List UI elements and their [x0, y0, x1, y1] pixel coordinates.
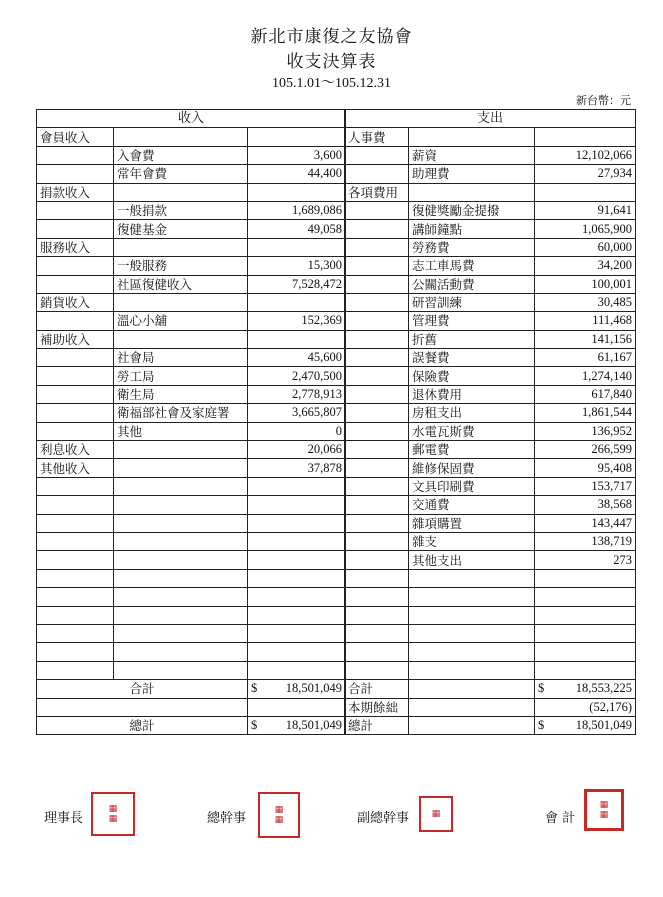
income-category-cell	[37, 477, 114, 495]
expense-category-cell	[345, 385, 409, 403]
income-amount-cell	[248, 661, 346, 679]
expense-category-cell	[345, 514, 409, 532]
income-item-cell: 一般捐款	[114, 201, 248, 219]
expense-item-cell: 管理費	[409, 312, 535, 330]
income-row	[37, 293, 346, 311]
expense-item-cell: 房租支出	[409, 404, 535, 422]
expense-category-cell	[345, 441, 409, 459]
expense-amount-cell: 138,719	[535, 532, 636, 550]
income-category-cell	[37, 422, 114, 440]
income-amount-cell: 20,066	[248, 441, 346, 459]
expense-category-cell	[345, 459, 409, 477]
expense-item-cell: 誤餐費	[409, 349, 535, 367]
income-item-cell	[114, 496, 248, 514]
expense-amount-cell: 136,952	[535, 422, 636, 440]
expense-category-cell	[345, 312, 409, 330]
income-item-cell	[114, 569, 248, 587]
income-category-cell	[37, 312, 114, 330]
income-category-cell: 捐款收入	[37, 183, 114, 201]
expense-amount-cell: 38,568	[535, 496, 636, 514]
expense-item-cell: 勞務費	[409, 238, 535, 256]
income-amount-cell	[248, 588, 346, 606]
expense-row	[345, 183, 636, 201]
income-empty-cell	[37, 698, 248, 716]
expense-row	[345, 349, 636, 367]
income-category-cell	[37, 643, 114, 661]
expense-item-cell: 公關活動費	[409, 275, 535, 293]
secretary-general-label: 總幹事	[207, 811, 247, 826]
income-item-cell	[114, 330, 248, 348]
income-row	[37, 441, 346, 459]
income-item-cell: 其他	[114, 422, 248, 440]
income-amount-cell	[248, 330, 346, 348]
expense-category-cell	[345, 496, 409, 514]
income-amount-cell	[248, 532, 346, 550]
expense-amount-cell: 153,717	[535, 477, 636, 495]
expense-row	[345, 569, 636, 587]
expense-row	[345, 330, 636, 348]
income-item-cell	[114, 477, 248, 495]
expense-row	[345, 220, 636, 238]
income-row	[37, 220, 346, 238]
expense-total-amount: 18,501,049	[575, 718, 632, 733]
expense-row	[345, 165, 636, 183]
expense-item-cell: 助理費	[409, 165, 535, 183]
income-row	[37, 275, 346, 293]
expense-row	[345, 146, 636, 164]
income-row	[37, 624, 346, 642]
income-amount-cell: 0	[248, 422, 346, 440]
income-row	[37, 422, 346, 440]
income-category-cell	[37, 367, 114, 385]
expense-item-cell	[409, 661, 535, 679]
expense-row	[345, 477, 636, 495]
expense-amount-cell: 143,447	[535, 514, 636, 532]
income-total-cell	[248, 716, 346, 734]
income-row	[37, 514, 346, 532]
expense-amount-cell: 1,065,900	[535, 220, 636, 238]
expense-row	[345, 404, 636, 422]
currency-note: 新台幣：元	[576, 94, 631, 107]
expense-row	[345, 201, 636, 219]
income-row	[37, 661, 346, 679]
income-item-cell: 常年會費	[114, 165, 248, 183]
income-item-cell	[114, 624, 248, 642]
income-amount-cell	[248, 624, 346, 642]
expense-category-cell	[345, 146, 409, 164]
expense-subtotal-amount: 18,553,225	[575, 681, 632, 696]
expense-amount-cell	[535, 643, 636, 661]
income-subtotal-cell	[248, 680, 346, 698]
expense-amount-cell	[535, 183, 636, 201]
expense-item-cell: 退休費用	[409, 385, 535, 403]
expense-empty-cell	[409, 698, 535, 716]
expense-category-cell	[345, 275, 409, 293]
expense-item-cell: 復健獎勵金提撥	[409, 201, 535, 219]
expense-balance-amount: (52,176)	[535, 698, 636, 716]
expense-subtotal-label: 合計	[345, 680, 409, 698]
chairman-seal-icon: ▦▦	[91, 792, 135, 836]
expense-item-cell: 雜支	[409, 532, 535, 550]
chairman-label: 理事長	[44, 811, 84, 826]
expense-item-cell	[409, 624, 535, 642]
income-row	[37, 201, 346, 219]
expense-row	[345, 385, 636, 403]
expense-category-cell	[345, 367, 409, 385]
expense-item-cell	[409, 128, 535, 146]
expense-subtotal-cell	[535, 680, 636, 698]
expense-category-cell	[345, 569, 409, 587]
income-item-cell	[114, 588, 248, 606]
income-amount-cell	[248, 293, 346, 311]
expense-amount-cell: 1,274,140	[535, 367, 636, 385]
expense-category-cell	[345, 349, 409, 367]
expense-item-cell	[409, 643, 535, 661]
income-item-cell	[114, 551, 248, 569]
income-empty-cell	[248, 698, 346, 716]
expense-total-label: 總計	[345, 716, 409, 734]
expense-item-cell: 薪資	[409, 146, 535, 164]
income-category-cell	[37, 201, 114, 219]
expense-item-cell	[409, 183, 535, 201]
deputy-secretary-seal-icon: ▦	[419, 796, 453, 832]
income-row	[37, 477, 346, 495]
expense-amount-cell	[535, 661, 636, 679]
income-category-cell	[37, 275, 114, 293]
expense-total-currency: $	[538, 718, 545, 733]
expense-item-cell: 研習訓練	[409, 293, 535, 311]
expense-category-cell	[345, 404, 409, 422]
income-amount-cell: 37,878	[248, 459, 346, 477]
income-row	[37, 606, 346, 624]
expense-category-cell	[345, 330, 409, 348]
income-amount-cell: 49,058	[248, 220, 346, 238]
income-amount-cell	[248, 514, 346, 532]
income-total-currency: $	[251, 718, 258, 733]
expense-item-cell	[409, 569, 535, 587]
income-category-cell	[37, 146, 114, 164]
expense-category-cell	[345, 257, 409, 275]
expense-total-cell	[535, 716, 636, 734]
expense-amount-cell: 111,468	[535, 312, 636, 330]
income-item-cell: 衛福部社會及家庭署	[114, 404, 248, 422]
income-subtotal-label: 合計	[37, 680, 248, 698]
expense-empty-cell	[409, 716, 535, 734]
expense-row	[345, 514, 636, 532]
income-total-label: 總計	[37, 716, 248, 734]
expense-row	[345, 257, 636, 275]
accountant-seal-icon: ▦▦	[584, 789, 624, 831]
expense-amount-cell: 91,641	[535, 201, 636, 219]
income-amount-cell	[248, 569, 346, 587]
income-category-cell: 服務收入	[37, 238, 114, 256]
income-amount-cell	[248, 606, 346, 624]
expense-row	[345, 238, 636, 256]
income-item-cell: 勞工局	[114, 367, 248, 385]
income-row	[37, 385, 346, 403]
expense-category-cell	[345, 606, 409, 624]
secretary-general-seal-icon: ▦▦	[258, 792, 300, 838]
expense-item-cell: 講師鐘點	[409, 220, 535, 238]
income-item-cell	[114, 128, 248, 146]
expense-category-cell	[345, 661, 409, 679]
expense-amount-cell: 617,840	[535, 385, 636, 403]
organization-name: 新北市康復之友協會	[250, 27, 413, 47]
expense-amount-cell: 30,485	[535, 293, 636, 311]
expense-amount-cell	[535, 588, 636, 606]
income-category-cell	[37, 514, 114, 532]
income-row	[37, 459, 346, 477]
expense-item-cell: 郵電費	[409, 441, 535, 459]
income-item-cell	[114, 183, 248, 201]
expense-item-cell: 保險費	[409, 367, 535, 385]
income-category-cell: 補助收入	[37, 330, 114, 348]
expense-row	[345, 275, 636, 293]
expense-empty-cell	[409, 680, 535, 698]
expense-item-cell: 其他支出	[409, 551, 535, 569]
expense-item-cell	[409, 588, 535, 606]
income-row	[37, 643, 346, 661]
income-row	[37, 257, 346, 275]
income-amount-cell: 15,300	[248, 257, 346, 275]
income-category-cell	[37, 496, 114, 514]
expense-amount-cell: 100,001	[535, 275, 636, 293]
expense-category-cell: 人事費	[345, 128, 409, 146]
income-amount-cell: 3,600	[248, 146, 346, 164]
expense-amount-cell: 273	[535, 551, 636, 569]
income-category-cell	[37, 404, 114, 422]
expense-category-cell	[345, 643, 409, 661]
expense-item-cell: 水電瓦斯費	[409, 422, 535, 440]
expense-amount-cell: 27,934	[535, 165, 636, 183]
expense-item-cell: 志工車馬費	[409, 257, 535, 275]
expense-amount-cell: 61,167	[535, 349, 636, 367]
expense-category-cell	[345, 165, 409, 183]
expense-amount-cell	[535, 624, 636, 642]
income-category-cell: 其他收入	[37, 459, 114, 477]
income-row	[37, 165, 346, 183]
income-item-cell: 復健基金	[114, 220, 248, 238]
income-category-cell: 銷貨收入	[37, 293, 114, 311]
expense-row	[345, 312, 636, 330]
income-item-cell	[114, 514, 248, 532]
expense-row	[345, 422, 636, 440]
expense-row	[345, 367, 636, 385]
expense-amount-cell: 34,200	[535, 257, 636, 275]
income-amount-cell: 44,400	[248, 165, 346, 183]
expense-amount-cell: 95,408	[535, 459, 636, 477]
income-item-cell	[114, 238, 248, 256]
document-title: 收支決算表	[286, 52, 377, 72]
income-category-cell	[37, 220, 114, 238]
expense-category-cell	[345, 551, 409, 569]
income-row	[37, 312, 346, 330]
income-category-cell	[37, 569, 114, 587]
income-item-cell: 社會局	[114, 349, 248, 367]
income-amount-cell	[248, 551, 346, 569]
income-amount-cell: 1,689,086	[248, 201, 346, 219]
expense-item-cell: 交通費	[409, 496, 535, 514]
income-item-cell	[114, 532, 248, 550]
income-category-cell	[37, 588, 114, 606]
income-subtotal-amount: 18,501,049	[285, 681, 342, 696]
income-amount-cell	[248, 128, 346, 146]
expense-row	[345, 532, 636, 550]
income-heading: 收入	[37, 110, 346, 128]
income-item-cell	[114, 643, 248, 661]
income-category-cell	[37, 661, 114, 679]
income-amount-cell	[248, 496, 346, 514]
income-table	[36, 109, 346, 735]
income-item-cell: 溫心小舖	[114, 312, 248, 330]
expense-amount-cell: 1,861,544	[535, 404, 636, 422]
expense-category-cell	[345, 532, 409, 550]
income-row	[37, 238, 346, 256]
expense-row	[345, 624, 636, 642]
income-item-cell	[114, 459, 248, 477]
income-amount-cell	[248, 183, 346, 201]
expense-row	[345, 588, 636, 606]
expense-row	[345, 441, 636, 459]
income-amount-cell: 2,778,913	[248, 385, 346, 403]
income-category-cell: 會員收入	[37, 128, 114, 146]
expense-amount-cell: 266,599	[535, 441, 636, 459]
expense-row	[345, 293, 636, 311]
expense-row	[345, 459, 636, 477]
expense-category-cell	[345, 220, 409, 238]
expense-category-cell	[345, 293, 409, 311]
fiscal-period: 105.1.01～105.12.31	[272, 76, 391, 91]
expense-amount-cell	[535, 606, 636, 624]
expense-item-cell: 文具印刷費	[409, 477, 535, 495]
income-category-cell	[37, 165, 114, 183]
income-amount-cell: 45,600	[248, 349, 346, 367]
expense-row	[345, 496, 636, 514]
income-category-cell	[37, 532, 114, 550]
expense-row	[345, 643, 636, 661]
expense-row	[345, 606, 636, 624]
income-subtotal-currency: $	[251, 681, 258, 696]
income-category-cell	[37, 349, 114, 367]
income-category-cell	[37, 606, 114, 624]
income-item-cell	[114, 441, 248, 459]
income-amount-cell	[248, 238, 346, 256]
income-category-cell	[37, 624, 114, 642]
income-amount-cell	[248, 643, 346, 661]
deputy-secretary-label: 副總幹事	[357, 811, 410, 826]
income-item-cell: 社區復健收入	[114, 275, 248, 293]
expense-category-cell	[345, 588, 409, 606]
income-amount-cell: 7,528,472	[248, 275, 346, 293]
income-item-cell	[114, 293, 248, 311]
income-category-cell	[37, 551, 114, 569]
income-amount-cell	[248, 477, 346, 495]
income-item-cell	[114, 606, 248, 624]
expense-subtotal-currency: $	[538, 681, 545, 696]
income-row	[37, 367, 346, 385]
income-total-amount: 18,501,049	[285, 718, 342, 733]
expense-item-cell: 維修保固費	[409, 459, 535, 477]
income-row	[37, 569, 346, 587]
income-item-cell: 入會費	[114, 146, 248, 164]
income-row	[37, 588, 346, 606]
expense-category-cell: 各項費用	[345, 183, 409, 201]
expense-category-cell	[345, 624, 409, 642]
expense-item-cell: 雜項購置	[409, 514, 535, 532]
expense-amount-cell: 141,156	[535, 330, 636, 348]
income-item-cell: 一般服務	[114, 257, 248, 275]
income-category-cell	[37, 257, 114, 275]
income-row	[37, 349, 346, 367]
income-row	[37, 532, 346, 550]
expense-amount-cell	[535, 569, 636, 587]
income-item-cell: 衛生局	[114, 385, 248, 403]
income-row	[37, 551, 346, 569]
expense-amount-cell: 60,000	[535, 238, 636, 256]
expense-item-cell: 折舊	[409, 330, 535, 348]
expense-amount-cell: 12,102,066	[535, 146, 636, 164]
income-category-cell: 利息收入	[37, 441, 114, 459]
expense-category-cell	[345, 238, 409, 256]
income-row	[37, 183, 346, 201]
expense-category-cell	[345, 201, 409, 219]
income-amount-cell: 3,665,807	[248, 404, 346, 422]
expense-category-cell	[345, 477, 409, 495]
income-row	[37, 496, 346, 514]
expense-amount-cell	[535, 128, 636, 146]
expense-balance-label: 本期餘絀	[345, 698, 409, 716]
expense-item-cell	[409, 606, 535, 624]
accountant-label: 會 計	[545, 811, 576, 826]
expense-row	[345, 661, 636, 679]
expense-category-cell	[345, 422, 409, 440]
income-amount-cell: 152,369	[248, 312, 346, 330]
expense-table	[344, 109, 636, 735]
income-row	[37, 146, 346, 164]
income-row	[37, 404, 346, 422]
income-amount-cell: 2,470,500	[248, 367, 346, 385]
income-item-cell	[114, 661, 248, 679]
income-row	[37, 128, 346, 146]
expense-row	[345, 128, 636, 146]
expense-heading: 支出	[345, 110, 636, 128]
expense-row	[345, 551, 636, 569]
income-row	[37, 330, 346, 348]
income-category-cell	[37, 385, 114, 403]
